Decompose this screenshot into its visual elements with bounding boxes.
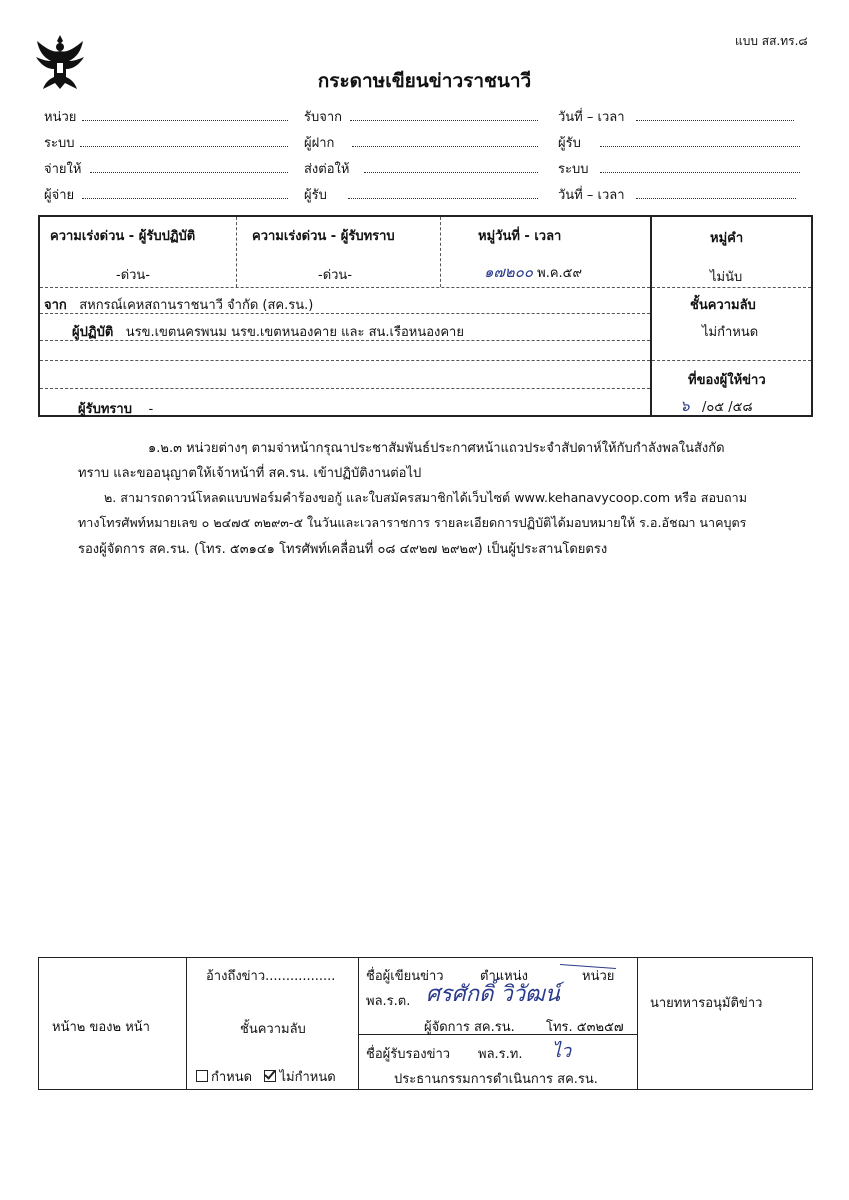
action-label: ผู้ปฏิบัติ bbox=[72, 325, 114, 340]
page-title: กระดาษเขียนข่าวราชนาวี bbox=[317, 70, 532, 92]
body-line: รองผู้จัดการ สค.รน. (โทร. ๕๓๑๔๑ โทรศัพท์เคลื่อนที่ ๐๘ ๔๙๒๗ ๒๙๒๙) เป็นผู้ประสานโดยตรง bbox=[78, 542, 608, 557]
unspecified-checkbox[interactable] bbox=[264, 1070, 276, 1082]
depositor-field[interactable] bbox=[352, 146, 538, 147]
dtg-header: หมู่วันที่ - เวลา bbox=[478, 229, 562, 244]
system-field[interactable] bbox=[80, 146, 288, 147]
dtg-value bbox=[484, 260, 582, 284]
forward-to-field[interactable] bbox=[364, 172, 538, 173]
writer-signature: ศรศักดิ์ วิวัฒน์ bbox=[426, 982, 560, 1007]
dtg-handwritten: ๑๗๒๐๐ bbox=[484, 263, 533, 281]
writer-rank: พล.ร.ต. bbox=[366, 994, 411, 1009]
info-value: - bbox=[148, 402, 154, 417]
info-row bbox=[78, 398, 153, 419]
position-label: ตำแหน่ง bbox=[480, 969, 528, 984]
word-count-value: ไม่นับ bbox=[710, 270, 743, 285]
date-time-label: วันที่ – เวลา bbox=[558, 110, 625, 125]
certifier-label: ชื่อผู้รับรองข่าว bbox=[366, 1047, 451, 1062]
originator-ref-header: ที่ของผู้ให้ข่าว bbox=[688, 373, 766, 388]
urgency-info-header: ความเร่งด่วน - ผู้รับทราบ bbox=[252, 229, 395, 244]
from-row bbox=[44, 294, 313, 315]
form-code: แบบ สส.ทร.๘ bbox=[735, 34, 808, 48]
word-count-header: หมู่คำ bbox=[710, 231, 744, 246]
issuer-label: ผู้จ่าย bbox=[44, 188, 75, 203]
urgency-action-header: ความเร่งด่วน - ผู้รับปฏิบัติ bbox=[50, 229, 196, 244]
forward-to-label: ส่งต่อให้ bbox=[304, 162, 350, 177]
secrecy-header: ชั้นความลับ bbox=[690, 298, 756, 313]
originator-ref-value bbox=[680, 394, 752, 418]
footer-secrecy-label: ชั้นความลับ bbox=[240, 1022, 306, 1037]
certifier-signature: ไว bbox=[552, 1041, 572, 1062]
certifier-rank: พล.ร.ท. bbox=[478, 1047, 523, 1062]
info-label: ผู้รับทราบ bbox=[78, 402, 132, 417]
reference-message: อ้างถึงข่าว................. bbox=[206, 969, 336, 984]
body-line: ๒. สามารถดาวน์โหลดแบบฟอร์มคำร้องขอกู้ และใบสมัครสมาชิกได้เว็บไซต์ www.kehanavycoop.com หรือ สอบถาม bbox=[104, 490, 747, 505]
writer-label: ชื่อผู้เขียนข่าว bbox=[366, 969, 444, 984]
system2-field[interactable] bbox=[600, 172, 800, 173]
issue-to-label: จ่ายให้ bbox=[44, 162, 82, 177]
secrecy-value: ไม่กำหนด bbox=[702, 325, 759, 340]
page-number: หน้า๒ ของ๒ หน้า bbox=[52, 1020, 150, 1035]
specified-label: กำหนด bbox=[211, 1070, 253, 1085]
depositor-label: ผู้ฝาก bbox=[304, 136, 335, 151]
secrecy-options bbox=[196, 1066, 336, 1087]
date-time2-label: วันที่ – เวลา bbox=[558, 188, 625, 203]
receiver2-label: ผู้รับ bbox=[558, 136, 581, 151]
receiver-field[interactable] bbox=[348, 198, 538, 199]
receiver-label: ผู้รับ bbox=[304, 188, 327, 203]
issue-to-field[interactable] bbox=[90, 172, 288, 173]
from-label: จาก bbox=[44, 298, 67, 313]
approver-label: นายทหารอนุมัติข่าว bbox=[650, 996, 763, 1011]
unit-label-footer: หน่วย bbox=[582, 969, 615, 984]
body-line: ๑.๒.๓ หน่วยต่างๆ ตามจ่าหน้ากรุณาประชาสัมพันธ์ประกาศหน้าแถวประจำสัปดาห์ให้กับกำลังพลในสังกัด bbox=[148, 441, 725, 456]
system2-label: ระบบ bbox=[558, 162, 589, 177]
dtg-printed: พ.ค.๕๙ bbox=[537, 266, 583, 281]
writer-phone: โทร. ๕๓๒๕๗ bbox=[546, 1020, 624, 1035]
certifier-title: ประธานกรรมการดำเนินการ สค.รน. bbox=[394, 1072, 598, 1087]
issuer-field[interactable] bbox=[82, 198, 288, 199]
unit-label: หน่วย bbox=[44, 110, 77, 125]
ref-printed: /๐๕ /๕๘ bbox=[701, 400, 753, 415]
urgency-action-value: -ด่วน- bbox=[116, 268, 151, 283]
from-value: สหกรณ์เคหสถานราชนาวี จำกัด (สค.รน.) bbox=[79, 298, 314, 313]
body-line: ทราบ และขออนุญาตให้เจ้าหน้าที่ สค.รน. เข้าปฏิบัติงานต่อไป bbox=[78, 466, 422, 481]
ref-handwritten: ๖ bbox=[680, 397, 690, 415]
date-time-field[interactable] bbox=[636, 120, 794, 121]
action-row bbox=[72, 321, 464, 342]
system-label: ระบบ bbox=[44, 136, 75, 151]
action-value: นรข.เขตนครพนม นรข.เขตหนองคาย และ สน.เรือหนองคาย bbox=[125, 325, 464, 340]
date-time2-field[interactable] bbox=[636, 198, 796, 199]
unit-field[interactable] bbox=[82, 120, 288, 121]
received-from-label: รับจาก bbox=[304, 110, 343, 125]
urgency-info-value: -ด่วน- bbox=[318, 268, 353, 283]
writer-title: ผู้จัดการ สค.รน. bbox=[424, 1020, 515, 1035]
unspecified-label: ไม่กำหนด bbox=[279, 1070, 336, 1085]
specified-checkbox[interactable] bbox=[196, 1070, 208, 1082]
received-from-field[interactable] bbox=[350, 120, 538, 121]
receiver2-field[interactable] bbox=[600, 146, 800, 147]
body-line: ทางโทรศัพท์หมายเลข ๐ ๒๔๗๕ ๓๒๙๓-๕ ในวันและเวลาราชการ รายละเอียดการปฏิบัติได้มอบหมายให้ ร.อ.อัชฌา นาคบุตร bbox=[78, 515, 747, 530]
